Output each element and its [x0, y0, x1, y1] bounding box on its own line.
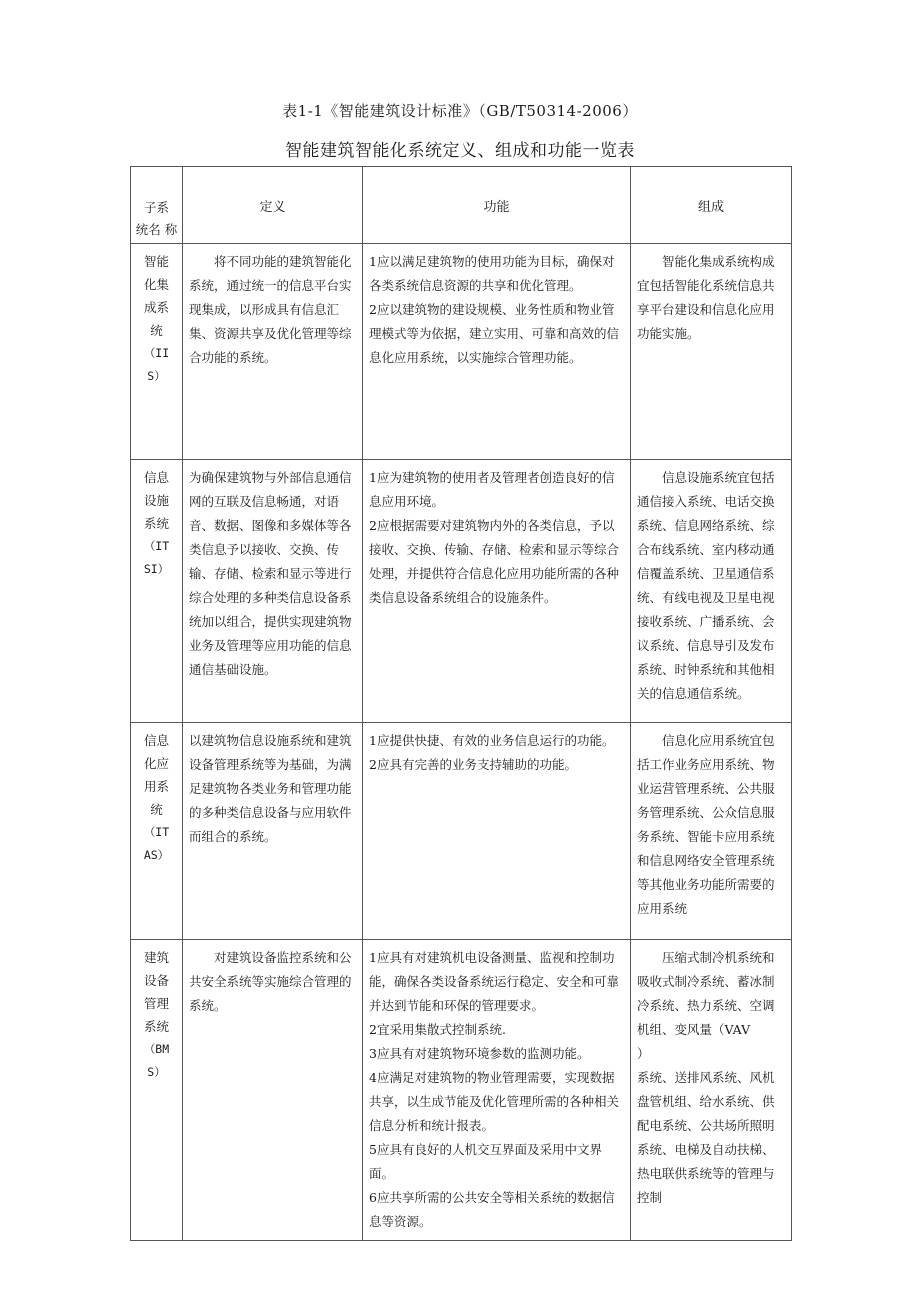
name-line: 统 — [150, 802, 163, 817]
function-item: 2应根据需要对建筑物内外的各类信息，予以接收、交换、传输、存储、检索和显示等综合处理，并提供符合信息化应用功能所需的各种类信息设备系统组合的设施条件。 — [369, 518, 620, 605]
name-line: 用系 — [143, 779, 169, 794]
function-item: 6应共享所需的公共安全等相关系统的数据信息等资源。 — [369, 1190, 615, 1229]
composition-text: 信息化应用系统宜包括工作业务应用系统、物业运营管理系统、公共服务管理系统、公众信息服务系统、智能卡应用系统和信息网络安全管理系统等其他业务功能所需要的应用系统 — [637, 733, 775, 916]
name-line: 管理 — [143, 996, 169, 1011]
function-item: 2应以建筑物的建设规模、业务性质和物业管理模式等为依据，建立实用、可靠和高效的信息化应用系统，以实施综合管理功能。 — [369, 302, 620, 365]
header-definition: 定义 — [183, 167, 363, 244]
header-composition: 组成 — [631, 167, 792, 244]
row-function-cell — [363, 244, 631, 460]
system-table — [130, 166, 792, 1241]
header-row — [131, 167, 792, 244]
row-definition-cell — [183, 940, 363, 1241]
row-composition-cell — [631, 940, 792, 1241]
function-item: 1应为建筑物的使用者及管理者创造良好的信息应用环境。 — [369, 470, 615, 509]
definition-text: 将不同功能的建筑智能化系统，通过统一的信息平台实现集成，以形成具有信息汇集、资源共享及优化管理等综合功能的系统。 — [189, 254, 352, 365]
row-composition-cell — [631, 723, 792, 940]
header-function: 功能 — [363, 167, 631, 244]
composition-text: 智能化集成系统构成宜包括智能化系统信息共享平台建设和信息化应用功能实施。 — [637, 254, 775, 341]
row-name-cell — [131, 940, 183, 1241]
row-function-cell — [363, 723, 631, 940]
row-definition-cell — [183, 723, 363, 940]
name-line: 信息 — [143, 470, 169, 485]
function-item: 2应具有完善的业务支持辅助的功能。 — [369, 757, 577, 772]
table-row — [131, 940, 792, 1241]
name-line: 设备 — [143, 973, 169, 988]
definition-text: 对建筑设备监控系统和公共安全系统等实施综合管理的系统。 — [189, 950, 352, 1013]
row-function-cell — [363, 940, 631, 1241]
function-item: 4应满足对建筑物的物业管理需要，实现数据共享，以生成节能及优化管理所需的各种相关信息分析和统计报表。 — [369, 1070, 620, 1133]
function-item: 1应提供快捷、有效的业务信息运行的功能。 — [369, 733, 615, 748]
name-line: 化集 — [143, 277, 169, 292]
composition-text: 信息设施系统宜包括通信接入系统、电话交换系统、信息网络系统、综合布线系统、室内移动通信覆盖系统、卫星通信系统、有线电视及卫星电视接收系统、广播系统、会议系统、信息导引及发布系统、时钟系统和其他相关的信息通信系统。 — [637, 470, 775, 701]
name-line: 系统 — [143, 516, 169, 531]
row-name-cell — [131, 244, 183, 460]
name-line: 成系 — [143, 300, 169, 315]
name-line: 统 — [150, 323, 163, 338]
table-row — [131, 244, 792, 460]
row-name-cell — [131, 460, 183, 723]
abbr-line: （II — [143, 346, 170, 360]
composition-text-part1: 压缩式制冷机系统和吸收式制冷系统、蓄冰制冷系统、热力系统、空调机组、变风量（VAV — [637, 950, 775, 1037]
abbr-line: AS） — [143, 848, 170, 862]
row-composition-cell — [631, 460, 792, 723]
name-line: 智能 — [143, 254, 169, 269]
function-item: 1应以满足建筑物的使用功能为目标，确保对各类系统信息资源的共享和优化管理。 — [369, 254, 615, 293]
row-definition-cell — [183, 460, 363, 723]
abbr-line: S） — [147, 369, 166, 383]
header-name-line1: 子系 — [143, 200, 169, 215]
header-name-line2: 统名 称 — [135, 222, 178, 237]
table-title: 表1-1《智能建筑设计标准》（GB/T50314-2006） — [282, 102, 638, 120]
name-line: 化应 — [143, 756, 169, 771]
abbr-line: （IT — [143, 825, 170, 839]
row-function-cell — [363, 460, 631, 723]
table-subtitle: 智能建筑智能化系统定义、组成和功能一览表 — [285, 141, 635, 161]
name-line: 信息 — [143, 733, 169, 748]
composition-text-part2: ） — [637, 1046, 650, 1061]
function-item: 2宜采用集散式控制系统. — [369, 1022, 506, 1037]
row-name-cell — [131, 723, 183, 940]
function-item: 1应具有对建筑机电设备测量、监视和控制功能，确保各类设备系统运行稳定、安全和可靠并达到节能和环保的管理要求。 — [369, 950, 620, 1013]
function-item: 3应具有对建筑物环境参数的监测功能。 — [369, 1046, 590, 1061]
table-row — [131, 460, 792, 723]
function-item: 5应具有良好的人机交互界面及采用中文界面。 — [369, 1142, 602, 1181]
name-line: 系统 — [143, 1019, 169, 1034]
definition-text: 为确保建筑物与外部信息通信网的互联及信息畅通，对语音、数据、图像和多媒体等各类信息予以接收、交换、传输、存储、检索和显示等进行综合处理的多种类信息设备系统加以组合，提供实现建筑物业务及管理等应用功能的信息通信基础设施。 — [189, 470, 352, 677]
definition-text: 以建筑物信息设施系统和建筑设备管理系统等为基础，为满足建筑物各类业务和管理功能的多种类信息设备与应用软件而组合的系统。 — [189, 733, 352, 844]
row-composition-cell — [631, 244, 792, 460]
header-subsystem-name — [131, 167, 183, 244]
abbr-line: （IT — [143, 539, 170, 553]
name-line: 设施 — [143, 493, 169, 508]
abbr-line: S） — [147, 1065, 166, 1079]
abbr-line: SI） — [143, 562, 170, 576]
composition-text-part3: 系统、送排风系统、风机盘管机组、给水系统、供配电系统、公共场所照明系统、电梯及自动扶梯、热电联供系统等的管理与控制 — [637, 1070, 775, 1205]
name-line: 建筑 — [143, 950, 169, 965]
row-definition-cell — [183, 244, 363, 460]
abbr-line: （BM — [143, 1042, 170, 1056]
table-row — [131, 723, 792, 940]
